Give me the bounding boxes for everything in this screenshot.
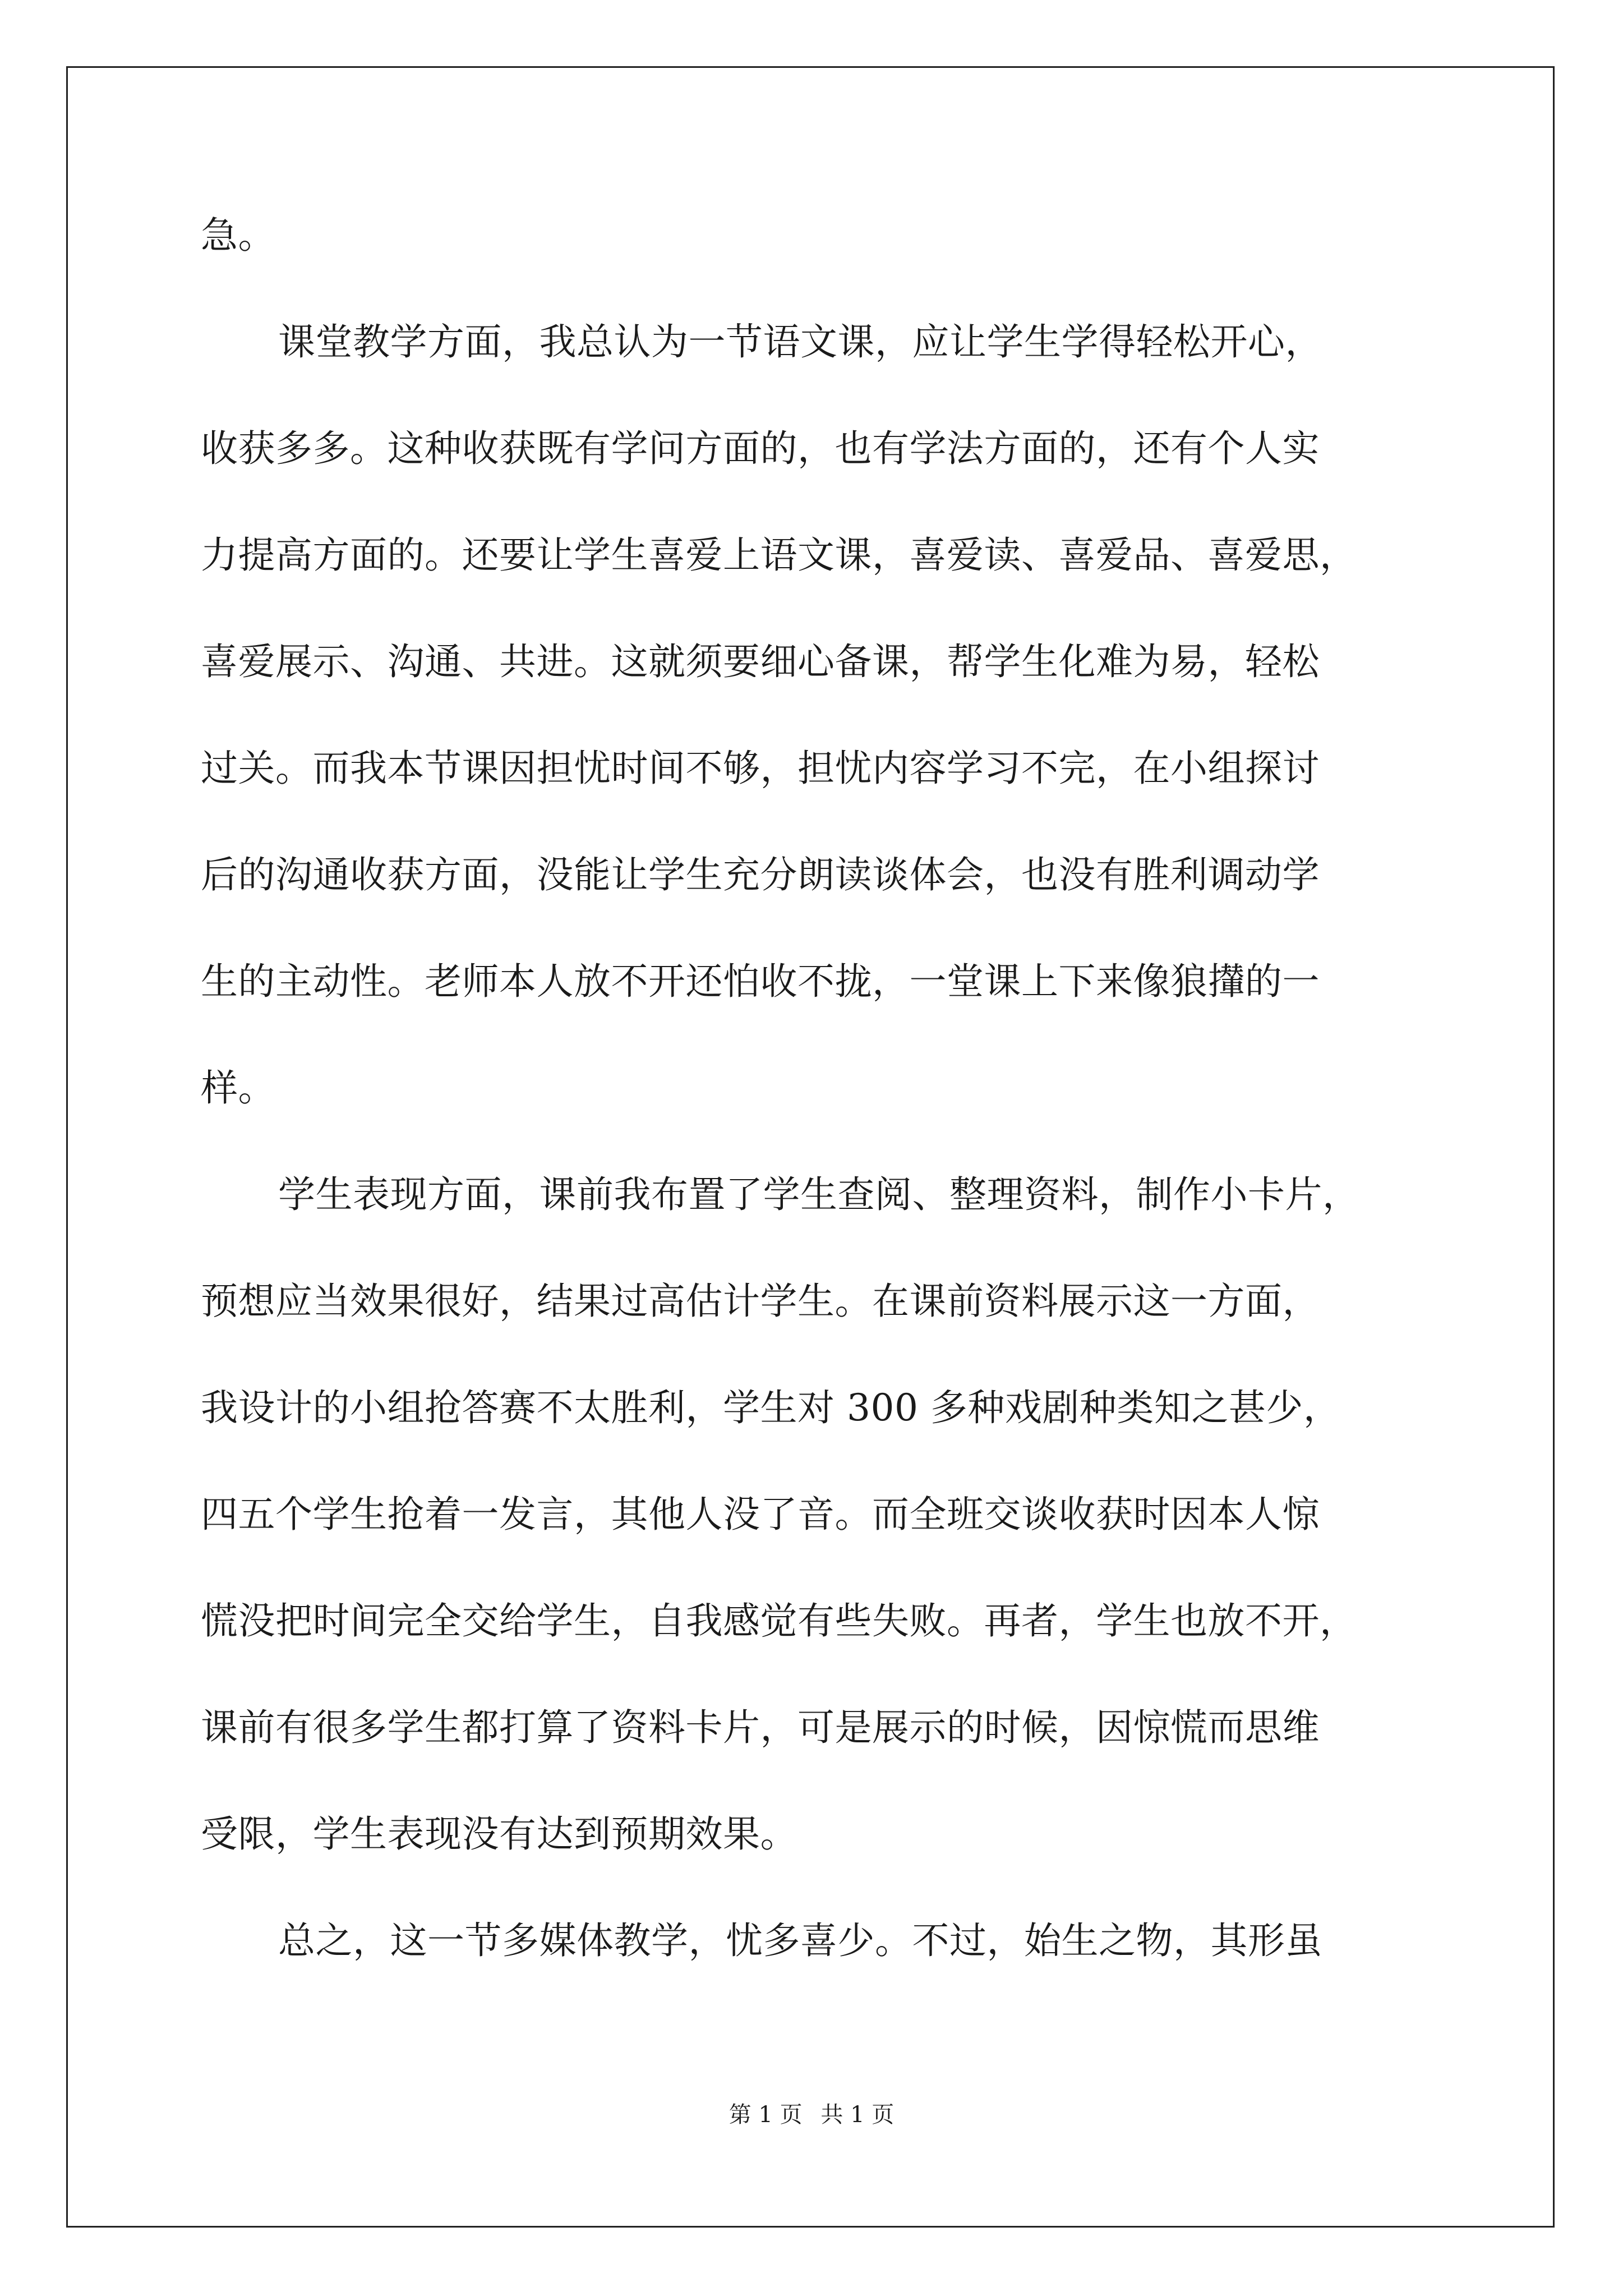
page-number: 第 1 页 bbox=[728, 2102, 803, 2128]
text-line: 四五个学生抢着一发言，其他人没了音。而全班交谈收获时因本人惊 bbox=[201, 1493, 1320, 1536]
text-line: 力提高方面的。还要让学生喜爱上语文课，喜爱读、喜爱品、喜爱思， bbox=[201, 533, 1357, 577]
text-line: 喜爱展示、沟通、共进。这就须要细心备课，帮学生化难为易，轻松 bbox=[201, 640, 1320, 683]
text-line: 慌没把时间完全交给学生，自我感觉有些失败。再者，学生也放不开， bbox=[201, 1599, 1357, 1642]
paragraph-start: 学生表现方面，课前我布置了学生查阅、整理资料，制作小卡片， bbox=[278, 1173, 1360, 1216]
text-line: 急。 bbox=[201, 214, 275, 257]
text-line: 生的主动性。老师本人放不开还怕收不拢，一堂课上下来像狼攆的一 bbox=[201, 960, 1320, 1003]
text-line: 课前有很多学生都打算了资料卡片，可是展示的时候，因惊慌而思维 bbox=[201, 1706, 1320, 1749]
text-line: 受限，学生表现没有达到预期效果。 bbox=[201, 1812, 797, 1856]
text-line: 我设计的小组抢答赛不太胜利，学生对 300 多种戏剧种类知之甚少， bbox=[201, 1386, 1341, 1429]
paragraph-start: 课堂教学方面，我总认为一节语文课，应让学生学得轻松开心， bbox=[278, 320, 1322, 364]
page-count: 共 1 页 bbox=[820, 2102, 895, 2128]
text-line: 收获多多。这种收获既有学问方面的，也有学法方面的，还有个人实 bbox=[201, 427, 1320, 470]
text-line: 样。 bbox=[201, 1066, 275, 1110]
paragraph-start: 总之，这一节多媒体教学，忧多喜少。不过，始生之物，其形虽 bbox=[278, 1919, 1322, 1962]
text-line: 过关。而我本节课因担忧时间不够，担忧内容学习不完，在小组探讨 bbox=[201, 747, 1320, 790]
text-line: 预想应当效果很好，结果过高估计学生。在课前资料展示这一方面， bbox=[201, 1280, 1320, 1323]
page-border bbox=[66, 66, 1555, 2228]
page-footer bbox=[0, 2101, 1623, 2129]
text-line: 后的沟通收获方面，没能让学生充分朗读谈体会，也没有胜利调动学 bbox=[201, 853, 1320, 896]
